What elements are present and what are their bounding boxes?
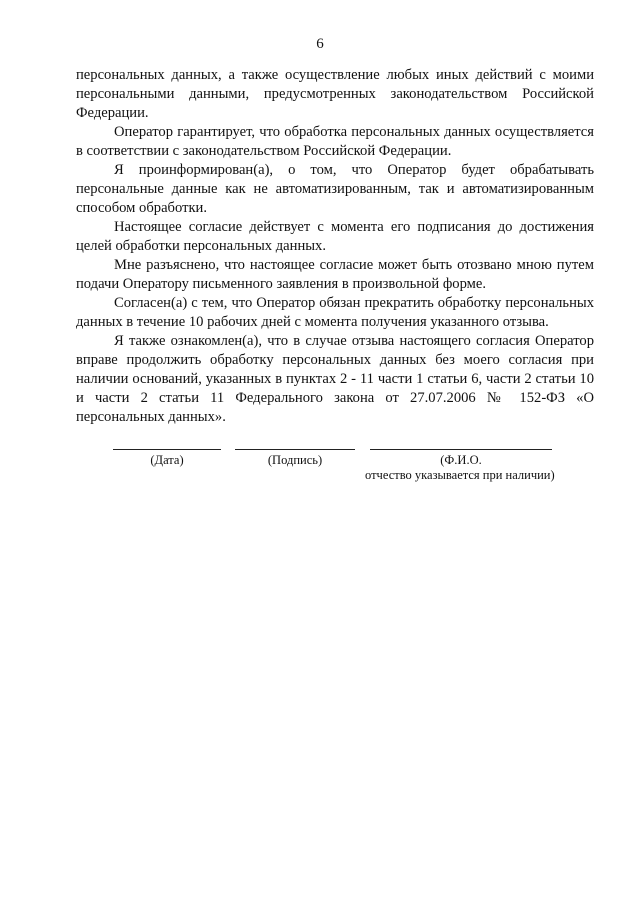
patronymic-note: отчество указывается при наличии) [365, 468, 555, 482]
paragraph-operator-guarantee: Оператор гарантирует, что обработка персональных данных осуществляется в соответствии с законодательством Российской Федерации. [76, 124, 594, 159]
document-body [76, 66, 594, 427]
paragraph-acknowledgement: Я также ознакомлен(а), что в случае отзыва настоящего согласия Оператор вправе продолжить обработку персональных данных без моего согласия при наличии оснований, указанных в пунктах 2 - 11 части 1 статьи 6, части 2 статьи 10 и части 2 статьи 11 Федерального закона от 27.07.2006 № 152-ФЗ «О персональных данных». [76, 333, 594, 425]
paragraph-continuation: персональных данных, а также осуществление любых иных действий с моими персональными данными, предусмотренных законодательством Российской Федерации. [76, 67, 594, 121]
signature-block [0, 431, 640, 491]
signature-field [235, 431, 355, 468]
signature-line [235, 431, 355, 450]
page-number: 6 [316, 36, 324, 52]
paragraph-informed: Я проинформирован(а), о том, что Оператор будет обрабатывать персональные данные как не автоматизированным, так и автоматизированным способом обработки. [76, 162, 594, 216]
full-name-field [365, 431, 555, 482]
signature-label: (Подпись) [267, 453, 323, 467]
paragraph-termination: Согласен(а) с тем, что Оператор обязан прекратить обработку персональных данных в течение 10 рабочих дней с момента получения указанного отзыва. [76, 295, 594, 330]
full-name-line [370, 431, 552, 450]
date-line [113, 431, 221, 450]
date-field [113, 431, 221, 468]
full-name-label: (Ф.И.О. [440, 453, 482, 467]
paragraph-revocation: Мне разъяснено, что настоящее согласие может быть отозвано мною путем подачи Оператору письменного заявления в произвольной форме. [76, 257, 594, 292]
date-label: (Дата) [150, 453, 184, 467]
paragraph-consent-validity: Настоящее согласие действует с момента его подписания до достижения целей обработки персональных данных. [76, 219, 594, 254]
